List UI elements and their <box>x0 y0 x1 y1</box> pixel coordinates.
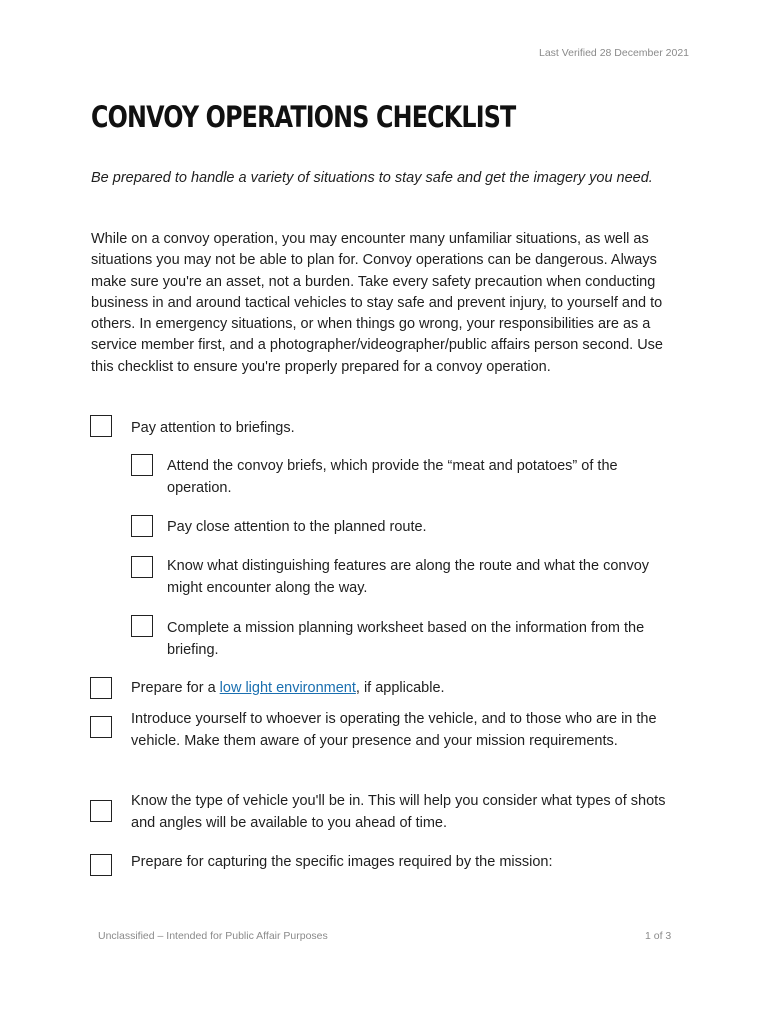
checkbox[interactable] <box>90 415 112 437</box>
page-title: CONVOY OPERATIONS CHECKLIST <box>91 100 516 134</box>
checkbox[interactable] <box>90 854 112 876</box>
checklist-item-label: Know what distinguishing features are along the route and what the convoy might encounter along the way. <box>167 558 650 596</box>
checkbox[interactable] <box>131 515 153 537</box>
checkbox[interactable] <box>90 677 112 699</box>
checkbox[interactable] <box>131 556 153 578</box>
checkbox[interactable] <box>90 800 112 822</box>
footer-classification: Unclassified – Intended for Public Affair Purposes <box>98 930 328 942</box>
checklist-item-label: Pay attention to briefings. <box>131 420 295 436</box>
checklist-item-label: Introduce yourself to whoever is operating the vehicle, and to those who are in the vehicle. Make them aware of your presence and your mission requirements. <box>131 711 657 749</box>
checklist-item-label: Pay close attention to the planned route. <box>167 519 427 535</box>
low-light-environment-link[interactable]: low light environment <box>219 680 356 696</box>
footer-page-number: 1 of 3 <box>645 930 672 942</box>
checklist-item-label <box>131 678 671 700</box>
item-text-suffix: , if applicable. <box>355 680 445 696</box>
subtitle: Be prepared to handle a variety of situations to stay safe and get the imagery you need. <box>91 170 653 186</box>
checklist-item-label: Know the type of vehicle you'll be in. This will help you consider what types of shots and angles will be available to you ahead of time. <box>131 793 666 831</box>
intro-paragraph: While on a convoy operation, you may encounter many unfamiliar situations, as well as situations you may not be able to plan for. Convoy operations can be dangerous. Always make sure you're an asset, not a burden. Take every safety precaution when conducting business in and around tactical vehicles to stay safe and prevent injury, to yourself and to others. In emergency situations, or when things go wrong, your responsibilities are as a service member first, and a photographer/videographer/public affairs person second. Use this checklist to ensure you're properly prepared for a convoy operation. <box>91 231 663 375</box>
item-text-prefix: Prepare for a <box>131 680 220 696</box>
checklist-item-label: Attend the convoy briefs, which provide the “meat and potatoes” of the operation. <box>167 458 618 496</box>
checklist-item-label: Complete a mission planning worksheet based on the information from the briefing. <box>167 620 645 658</box>
checkbox[interactable] <box>131 615 153 637</box>
last-verified-date: Last Verified 28 December 2021 <box>538 47 689 59</box>
checklist-item-label: Prepare for capturing the specific images required by the mission: <box>131 854 553 870</box>
checkbox[interactable] <box>90 716 112 738</box>
checkbox[interactable] <box>131 454 153 476</box>
